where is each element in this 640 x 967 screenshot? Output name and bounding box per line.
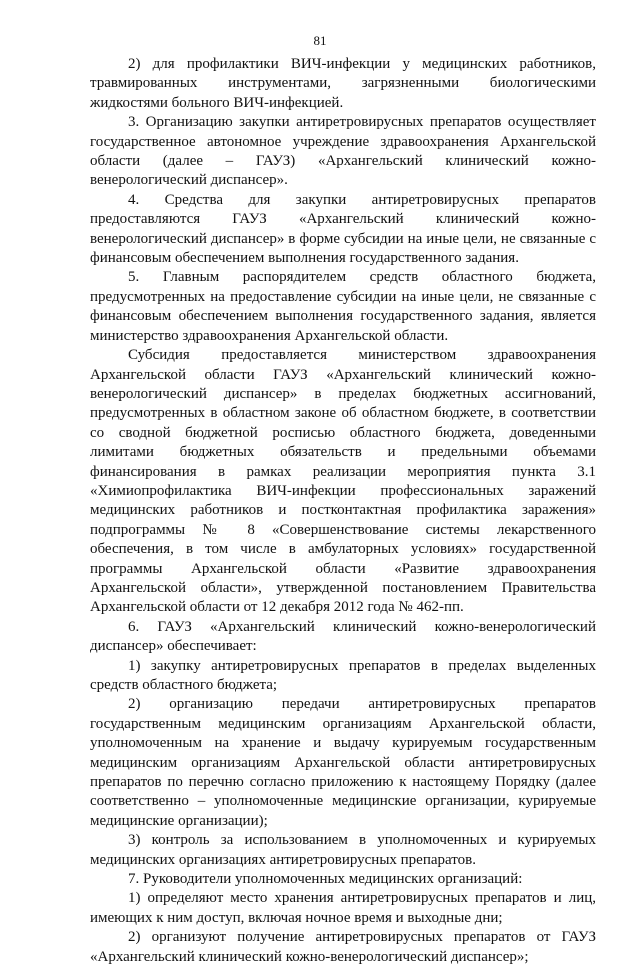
- document-body: [90, 55, 596, 967]
- paragraph-6-3-control: 3) контроль за использованием в уполномоченных и курируемых медицинских организациях антиретровирусных препаратов.: [90, 832, 596, 868]
- paragraph-5-main-budget-manager: 5. Главным распорядителем средств областного бюджета, предусмотренных на предоставление субсидии на иные цели, не связанные с финансовым обеспечением выполнения государственного задания, является министерство здравоохранения Архангельской области.: [90, 269, 596, 344]
- paragraph-4-funding-form: 4. Средства для закупки антиретровирусных препаратов предоставляются ГАУЗ «Архангельский клинический кожно-венерологический диспансер» в форме субсидии на иные цели, не связанные с финансовым обеспечением выполнения государственного задания.: [90, 191, 596, 267]
- paragraph-7-2-receipt: 2) организуют получение антиретровирусных препаратов от ГАУЗ «Архангельский клинический кожно-венерологический диспансер»;: [90, 929, 596, 965]
- paragraph-3-procurement-organizer: 3. Организацию закупки антиретровирусных препаратов осуществляет государственное автономное учреждение здравоохранения Архангельской области (далее – ГАУЗ) «Архангельский клинический кожно-венерологический диспансер».: [90, 114, 596, 189]
- paragraph-6-1-purchase: 1) закупку антиретровирусных препаратов в пределах выделенных средств областного бюджета;: [90, 657, 596, 693]
- paragraph-7-1-storage: 1) определяют место хранения антиретровирусных препаратов и лиц, имеющих к ним доступ, включая ночное время и выходные дни;: [90, 890, 596, 926]
- paragraph-2-hiv-prophylaxis: 2) для профилактики ВИЧ-инфекции у медицинских работников, травмированных инструментами, загрязненными биологическими жидкостями больного ВИЧ-инфекцией.: [90, 56, 596, 111]
- paragraph-6-2-transfer: 2) организацию передачи антиретровирусных препаратов государственным медицинским организациям Архангельской области, уполномоченным на хранение и выдачу курируемым государственным медицинским организациям Архангельской области антиретровирусных препаратов по перечню согласно приложению к настоящему Порядку (далее соответственно – уполномоченные медицинские организации, курируемые медицинские организации);: [90, 696, 596, 829]
- page-number: 81: [313, 33, 327, 48]
- paragraph-7-heads: 7. Руководители уполномоченных медицинских организаций:: [128, 871, 523, 888]
- paragraph-subsidy-provision: Субсидия предоставляется министерством здравоохранения Архангельской области ГАУЗ «Архангельский клинический кожно-венерологический диспансер» в пределах бюджетных ассигнований, предусмотренных в областном законе об областном бюджете, в соответствии со сводной бюджетной росписью областного бюджета, доведенными лимитами бюджетных обязательств и предельными объемами финансирования в рамках реализации мероприятия пункта 3.1 «Химиопрофилактика ВИЧ-инфекции профессиональных заражений медицинских работников и постконтактная профилактика заражения» подпрограммы № 8 «Совершенствование системы лекарственного обеспечения, в том числе в амбулаторных условиях» государственной программы Архангельской области «Развитие здравоохранения Архангельской области», утвержденной постановлением Правительства Архангельской области от 12 декабря 2012 года № 462-пп.: [90, 347, 596, 616]
- paragraph-6-gauz-ensures: 6. ГАУЗ «Архангельский клинический кожно-венерологический диспансер» обеспечивает:: [90, 618, 596, 655]
